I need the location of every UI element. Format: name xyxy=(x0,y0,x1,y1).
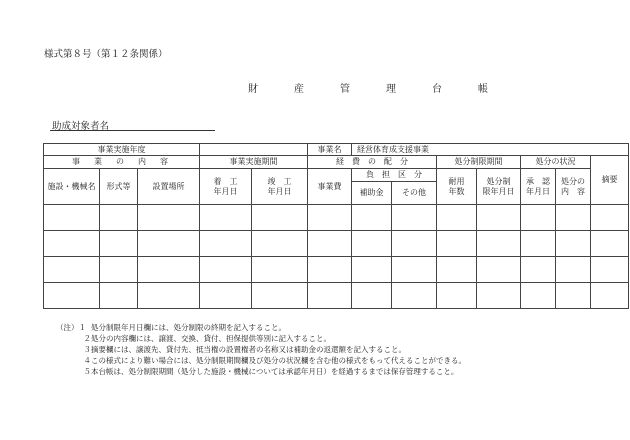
cell[interactable] xyxy=(556,205,591,231)
recipient-label: 助成対象者名 xyxy=(52,121,110,132)
cell[interactable] xyxy=(252,283,308,309)
note-item: ２処分の内容欄には、譲渡、交換、貸付、担保提供等別に記入すること。 xyxy=(83,334,331,343)
cell[interactable] xyxy=(392,231,437,257)
header-start-date: 着 工 年月日 xyxy=(200,169,252,205)
cell[interactable] xyxy=(437,231,477,257)
cell[interactable] xyxy=(392,283,437,309)
cell[interactable] xyxy=(556,231,591,257)
fiscal-year-label: 事業実施年度 xyxy=(44,144,200,156)
header-burden-category: 負 担 区 分 xyxy=(352,169,437,182)
note-item: ３摘要欄には、譲渡先、貸付先、抵当権の設置権者の名称又は補助金の返還額を記入すること。 xyxy=(83,345,406,354)
cell[interactable] xyxy=(252,231,308,257)
header-type: 形式等 xyxy=(100,169,138,205)
table-row xyxy=(44,283,629,309)
note-item: （注）１ 処分制限年月日欄には、処分制限の終期を記入すること。 xyxy=(56,323,286,332)
project-name-label: 事業名 xyxy=(308,144,352,156)
cell[interactable] xyxy=(200,231,252,257)
header-location: 設置場所 xyxy=(138,169,200,205)
header-useful-life: 耐用 年数 xyxy=(437,169,477,205)
header-other: その他 xyxy=(392,182,437,205)
header-disposal-limit-date: 処分制 限年月日 xyxy=(477,169,521,205)
cell[interactable] xyxy=(138,283,200,309)
cell[interactable] xyxy=(100,231,138,257)
cell[interactable] xyxy=(521,257,556,283)
header-disposal-content: 処分の 内 容 xyxy=(556,169,591,205)
cell[interactable] xyxy=(437,283,477,309)
note-item: ４この様式により難い場合には、処分制限期間欄及び処分の状況欄を含む他の様式をもって代えることができる。 xyxy=(83,356,466,365)
cell[interactable] xyxy=(44,257,100,283)
group-disposal-status: 処分の状況 xyxy=(521,156,591,169)
table-row xyxy=(44,205,629,231)
cell[interactable] xyxy=(591,257,629,283)
cell[interactable] xyxy=(100,257,138,283)
header-project-cost: 事業費 xyxy=(308,169,352,205)
note-item: ５本台帳は、処分制限期間（処分した施設・機械については承認年月日）を経過するまでは保存管理すること。 xyxy=(83,367,459,376)
cell[interactable] xyxy=(352,205,392,231)
cell[interactable] xyxy=(100,283,138,309)
cell[interactable] xyxy=(477,283,521,309)
group-business-content: 事 業 の 内 容 xyxy=(44,156,200,169)
cell[interactable] xyxy=(44,205,100,231)
cell[interactable] xyxy=(591,283,629,309)
cell[interactable] xyxy=(200,205,252,231)
cell[interactable] xyxy=(252,257,308,283)
cell[interactable] xyxy=(477,231,521,257)
header-completion-date: 竣 工 年月日 xyxy=(252,169,308,205)
group-cost-allocation: 経 費 の 配 分 xyxy=(308,156,437,169)
header-subsidy: 補助金 xyxy=(352,182,392,205)
cell[interactable] xyxy=(252,205,308,231)
cell[interactable] xyxy=(200,257,252,283)
cell[interactable] xyxy=(44,283,100,309)
cell[interactable] xyxy=(477,205,521,231)
cell[interactable] xyxy=(200,283,252,309)
cell[interactable] xyxy=(591,205,629,231)
group-disposal-limit-period: 処分制限期間 xyxy=(437,156,521,169)
fiscal-year-value xyxy=(200,144,308,156)
ledger-title: 財 産 管 理 台 帳 xyxy=(248,84,501,95)
header-facility-machine-name: 施設・機械名 xyxy=(44,169,100,205)
cell[interactable] xyxy=(521,231,556,257)
cell[interactable] xyxy=(437,205,477,231)
cell[interactable] xyxy=(138,205,200,231)
cell[interactable] xyxy=(352,231,392,257)
recipient-underline xyxy=(50,130,215,131)
table-row xyxy=(44,231,629,257)
cell[interactable] xyxy=(308,231,352,257)
cell[interactable] xyxy=(308,257,352,283)
cell[interactable] xyxy=(352,257,392,283)
cell[interactable] xyxy=(556,257,591,283)
cell[interactable] xyxy=(521,283,556,309)
project-name-value: 経営体育成支援事業 xyxy=(352,144,629,156)
cell[interactable] xyxy=(591,231,629,257)
cell[interactable] xyxy=(352,283,392,309)
form-number: 様式第８号（第１２条関係） xyxy=(44,49,168,60)
cell[interactable] xyxy=(308,205,352,231)
cell[interactable] xyxy=(100,205,138,231)
notes-section xyxy=(56,322,466,377)
cell[interactable] xyxy=(138,231,200,257)
cell[interactable] xyxy=(556,283,591,309)
property-ledger-table xyxy=(43,143,629,309)
group-implementation-period: 事業実施期間 xyxy=(200,156,308,169)
header-approval-date: 承 認 年月日 xyxy=(521,169,556,205)
cell[interactable] xyxy=(138,257,200,283)
cell[interactable] xyxy=(392,257,437,283)
cell[interactable] xyxy=(437,257,477,283)
cell[interactable] xyxy=(392,205,437,231)
cell[interactable] xyxy=(44,231,100,257)
header-remarks: 摘要 xyxy=(591,156,629,205)
cell[interactable] xyxy=(308,283,352,309)
table-row xyxy=(44,257,629,283)
cell[interactable] xyxy=(477,257,521,283)
cell[interactable] xyxy=(521,205,556,231)
